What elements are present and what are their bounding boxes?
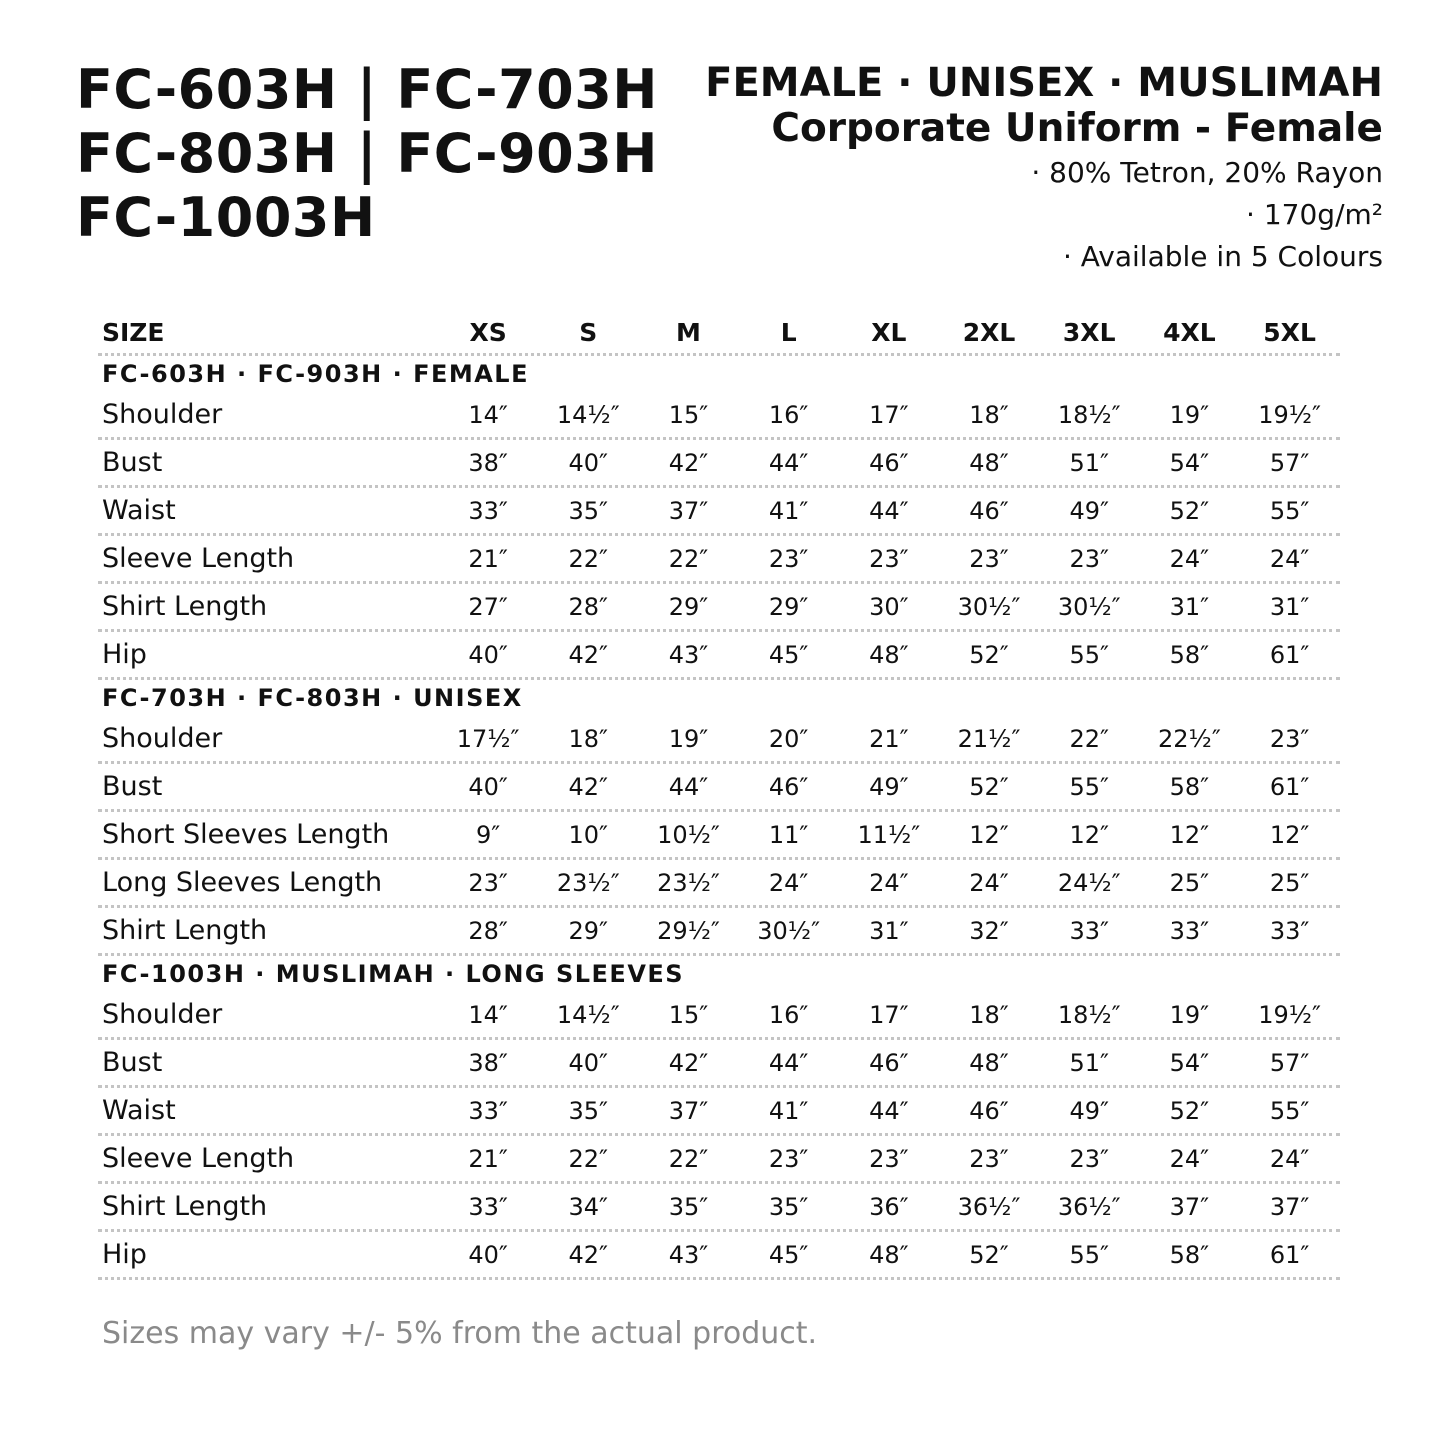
measurement-value: 33″ (468, 1096, 508, 1125)
measurement-value: 18½″ (1057, 400, 1121, 429)
measurement-label: Shirt Length (102, 1191, 268, 1222)
measurement-row (98, 1088, 1340, 1136)
measurement-value: 58″ (1169, 772, 1210, 801)
measurement-cells (438, 725, 1340, 753)
measurement-value: 19″ (668, 724, 709, 753)
measurement-value: 35″ (568, 496, 609, 525)
measurement-label: Hip (102, 639, 147, 670)
measurement-value: 57″ (1269, 448, 1310, 477)
measurement-value: 52″ (969, 640, 1009, 669)
product-info (705, 60, 1383, 278)
measurement-label: Sleeve Length (102, 543, 295, 574)
measurement-value: 45″ (768, 640, 809, 669)
measurement-value: 48″ (869, 1240, 909, 1269)
measurement-value: 34″ (568, 1192, 609, 1221)
measurement-cells (438, 869, 1340, 897)
measurement-value: 52″ (969, 772, 1009, 801)
measurement-label: Shirt Length (102, 591, 268, 622)
measurement-value: 23″ (468, 868, 508, 897)
measurement-value: 23″ (969, 544, 1009, 573)
measurement-value: 19½″ (1258, 400, 1321, 429)
spec-fabric: · 80% Tetron, 20% Rayon (1031, 156, 1383, 189)
measurement-value: 46″ (768, 772, 809, 801)
size-chart-table (98, 312, 1340, 1280)
measurement-value: 33″ (1069, 916, 1109, 945)
measurement-value: 54″ (1169, 448, 1210, 477)
measurement-value: 61″ (1269, 1240, 1310, 1269)
measurement-value: 45″ (768, 1240, 809, 1269)
measurement-row (98, 488, 1340, 536)
measurement-value: 55″ (1069, 1240, 1109, 1269)
measurement-cells (438, 401, 1340, 429)
product-code-line: FC-1003H (76, 186, 376, 249)
measurement-row (98, 812, 1340, 860)
measurement-value: 14″ (468, 1000, 508, 1029)
measurement-value: 48″ (869, 640, 909, 669)
measurement-value: 33″ (1169, 916, 1210, 945)
measurement-value: 10½″ (657, 820, 720, 849)
size-header-cell: XS (469, 318, 507, 347)
measurement-value: 46″ (969, 1096, 1009, 1125)
measurement-value: 14″ (468, 400, 508, 429)
measurement-value: 30½″ (957, 592, 1021, 621)
measurement-row (98, 440, 1340, 488)
measurement-value: 25″ (1169, 868, 1210, 897)
measurement-value: 42″ (568, 772, 609, 801)
measurement-label: Shoulder (102, 723, 223, 754)
measurement-value: 22″ (668, 544, 709, 573)
size-header-cell: 3XL (1062, 318, 1116, 347)
measurement-value: 31″ (869, 916, 909, 945)
measurement-value: 11½″ (857, 820, 921, 849)
measurement-value: 12″ (969, 820, 1009, 849)
measurement-value: 54″ (1169, 1048, 1210, 1077)
measurement-value: 30½″ (1057, 592, 1121, 621)
measurement-value: 44″ (668, 772, 709, 801)
measurement-value: 24″ (1169, 544, 1210, 573)
measurement-value: 28″ (468, 916, 508, 945)
measurement-value: 29″ (568, 916, 609, 945)
measurement-value: 36″ (869, 1192, 909, 1221)
measurement-value: 37″ (1169, 1192, 1210, 1221)
measurement-value: 16″ (768, 1000, 809, 1029)
measurement-value: 52″ (1169, 496, 1210, 525)
measurement-cells (438, 497, 1340, 525)
measurement-label: Hip (102, 1239, 147, 1270)
measurement-value: 12″ (1269, 820, 1310, 849)
measurement-value: 37″ (1269, 1192, 1310, 1221)
measurement-cells (438, 1049, 1340, 1077)
measurement-label: Bust (102, 771, 163, 802)
measurement-value: 48″ (969, 448, 1009, 477)
measurement-cells (438, 1145, 1340, 1173)
measurement-value: 44″ (869, 496, 909, 525)
measurement-label: Short Sleeves Length (102, 819, 390, 850)
measurement-value: 37″ (668, 496, 709, 525)
measurement-value: 29″ (768, 592, 809, 621)
measurement-value: 42″ (668, 1048, 709, 1077)
measurement-value: 38″ (468, 1048, 508, 1077)
measurement-value: 55″ (1069, 772, 1109, 801)
measurement-value: 23″ (768, 1144, 809, 1173)
measurement-value: 51″ (1069, 448, 1109, 477)
measurement-value: 52″ (969, 1240, 1009, 1269)
measurement-row (98, 716, 1340, 764)
measurement-value: 40″ (468, 772, 508, 801)
measurement-value: 40″ (468, 1240, 508, 1269)
size-header-cell: 2XL (962, 318, 1016, 347)
measurement-value: 18″ (969, 400, 1009, 429)
measurement-label: Shoulder (102, 999, 223, 1030)
measurement-value: 10″ (568, 820, 609, 849)
category-heading: FEMALE · UNISEX · MUSLIMAH (705, 60, 1383, 106)
measurement-value: 17″ (869, 1000, 909, 1029)
group-title: FC-603H · FC-903H · FEMALE (102, 360, 529, 388)
measurement-value: 18″ (568, 724, 609, 753)
measurement-value: 20″ (768, 724, 809, 753)
measurement-value: 21½″ (957, 724, 1021, 753)
measurement-value: 51″ (1069, 1048, 1109, 1077)
measurement-label: Bust (102, 447, 163, 478)
measurement-value: 55″ (1269, 496, 1310, 525)
size-header-cell: S (579, 318, 598, 347)
size-disclaimer: Sizes may vary +/- 5% from the actual product. (102, 1316, 818, 1351)
measurement-cells (438, 545, 1340, 573)
measurement-value: 43″ (668, 640, 709, 669)
measurement-value: 23½″ (657, 868, 720, 897)
measurement-value: 46″ (869, 448, 909, 477)
measurement-value: 49″ (1069, 1096, 1109, 1125)
measurement-value: 12″ (1169, 820, 1210, 849)
measurement-label: Waist (102, 495, 176, 526)
measurement-value: 28″ (568, 592, 609, 621)
measurement-row (98, 764, 1340, 812)
size-header-cell: M (676, 318, 701, 347)
measurement-value: 30½″ (757, 916, 821, 945)
measurement-label: Long Sleeves Length (102, 867, 383, 898)
measurement-cells (438, 449, 1340, 477)
measurement-cells (438, 821, 1340, 849)
measurement-value: 23½″ (556, 868, 620, 897)
measurement-value: 43″ (668, 1240, 709, 1269)
measurement-value: 42″ (568, 640, 609, 669)
measurement-value: 41″ (768, 496, 809, 525)
product-code-line: FC-603H | FC-703H (76, 58, 658, 121)
measurement-value: 24″ (869, 868, 909, 897)
measurement-value: 23″ (768, 544, 809, 573)
measurement-value: 23″ (1069, 1144, 1109, 1173)
measurement-row (98, 992, 1340, 1040)
measurement-cells (438, 1097, 1340, 1125)
group-title: FC-703H · FC-803H · UNISEX (102, 684, 523, 712)
measurement-value: 9″ (475, 820, 501, 849)
measurement-value: 18½″ (1057, 1000, 1121, 1029)
measurement-value: 15″ (668, 400, 709, 429)
measurement-cells (438, 593, 1340, 621)
measurement-value: 40″ (568, 448, 609, 477)
measurement-value: 11″ (768, 820, 809, 849)
measurement-value: 17″ (869, 400, 909, 429)
measurement-value: 25″ (1269, 868, 1310, 897)
measurement-value: 23″ (969, 1144, 1009, 1173)
measurement-value: 15″ (668, 1000, 709, 1029)
measurement-value: 21″ (468, 544, 508, 573)
measurement-value: 33″ (468, 496, 508, 525)
measurement-value: 23″ (869, 1144, 909, 1173)
measurement-value: 35″ (568, 1096, 609, 1125)
measurement-row (98, 1232, 1340, 1280)
size-groups (98, 356, 1340, 1280)
measurement-value: 58″ (1169, 1240, 1210, 1269)
measurement-value: 48″ (969, 1048, 1009, 1077)
measurement-value: 22″ (1069, 724, 1109, 753)
measurement-label: Bust (102, 1047, 163, 1078)
measurement-value: 46″ (969, 496, 1009, 525)
measurement-value: 19″ (1169, 1000, 1210, 1029)
measurement-cells (438, 1193, 1340, 1221)
size-header-cell: XL (871, 318, 907, 347)
measurement-value: 44″ (869, 1096, 909, 1125)
measurement-value: 22″ (668, 1144, 709, 1173)
product-code-line: FC-803H | FC-903H (76, 122, 658, 185)
measurement-value: 46″ (869, 1048, 909, 1077)
measurement-value: 24″ (1169, 1144, 1210, 1173)
measurement-row (98, 1184, 1340, 1232)
product-codes (76, 58, 658, 250)
measurement-value: 36½″ (1057, 1192, 1121, 1221)
measurement-value: 57″ (1269, 1048, 1310, 1077)
measurement-row (98, 584, 1340, 632)
measurement-row (98, 392, 1340, 440)
measurement-value: 22½″ (1158, 724, 1221, 753)
measurement-value: 19″ (1169, 400, 1210, 429)
measurement-value: 52″ (1169, 1096, 1210, 1125)
measurement-value: 42″ (668, 448, 709, 477)
measurement-value: 24″ (969, 868, 1009, 897)
measurement-label: Shirt Length (102, 915, 268, 946)
size-header-cell: 4XL (1163, 318, 1216, 347)
measurement-value: 21″ (869, 724, 909, 753)
size-header-cells (438, 318, 1340, 347)
measurement-value: 24″ (768, 868, 809, 897)
measurement-value: 16″ (768, 400, 809, 429)
measurement-value: 17½″ (456, 724, 520, 753)
measurement-label: Sleeve Length (102, 1143, 295, 1174)
size-header-row (98, 312, 1340, 356)
measurement-value: 35″ (668, 1192, 709, 1221)
measurement-value: 24½″ (1057, 868, 1121, 897)
measurement-value: 23″ (1069, 544, 1109, 573)
measurement-row (98, 860, 1340, 908)
size-header-cell: 5XL (1263, 318, 1316, 347)
measurement-value: 30″ (869, 592, 909, 621)
measurement-value: 29″ (668, 592, 709, 621)
measurement-value: 37″ (668, 1096, 709, 1125)
measurement-cells (438, 1001, 1340, 1029)
measurement-value: 23″ (1269, 724, 1310, 753)
measurement-value: 23″ (869, 544, 909, 573)
measurement-value: 33″ (1269, 916, 1310, 945)
measurement-value: 19½″ (1258, 1000, 1321, 1029)
measurement-value: 49″ (869, 772, 909, 801)
measurement-value: 22″ (568, 1144, 609, 1173)
measurement-value: 61″ (1269, 772, 1310, 801)
measurement-value: 42″ (568, 1240, 609, 1269)
measurement-value: 44″ (768, 448, 809, 477)
measurement-row (98, 908, 1340, 956)
measurement-value: 22″ (568, 544, 609, 573)
measurement-row (98, 1040, 1340, 1088)
measurement-value: 35″ (768, 1192, 809, 1221)
measurement-value: 18″ (969, 1000, 1009, 1029)
measurement-value: 14½″ (556, 400, 620, 429)
measurement-value: 27″ (468, 592, 508, 621)
measurement-value: 29½″ (657, 916, 720, 945)
measurement-cells (438, 641, 1340, 669)
measurement-value: 31″ (1169, 592, 1210, 621)
measurement-value: 55″ (1269, 1096, 1310, 1125)
measurement-value: 14½″ (556, 1000, 620, 1029)
measurement-value: 32″ (969, 916, 1009, 945)
measurement-value: 44″ (768, 1048, 809, 1077)
size-header-cell: L (780, 318, 797, 347)
measurement-value: 38″ (468, 448, 508, 477)
size-header-label: SIZE (102, 318, 165, 347)
measurement-value: 61″ (1269, 640, 1310, 669)
measurement-label: Shoulder (102, 399, 223, 430)
measurement-value: 24″ (1269, 544, 1310, 573)
measurement-value: 24″ (1269, 1144, 1310, 1173)
measurement-row (98, 536, 1340, 584)
measurement-cells (438, 773, 1340, 801)
measurement-value: 49″ (1069, 496, 1109, 525)
measurement-value: 55″ (1069, 640, 1109, 669)
measurement-value: 40″ (468, 640, 508, 669)
measurement-label: Waist (102, 1095, 176, 1126)
spec-colours: · Available in 5 Colours (1062, 240, 1383, 273)
measurement-cells (438, 917, 1340, 945)
measurement-value: 41″ (768, 1096, 809, 1125)
measurement-value: 31″ (1269, 592, 1310, 621)
measurement-value: 36½″ (957, 1192, 1021, 1221)
measurement-cells (438, 1241, 1340, 1269)
measurement-row (98, 1136, 1340, 1184)
measurement-value: 40″ (568, 1048, 609, 1077)
measurement-row (98, 632, 1340, 680)
spec-weight: · 170g/m² (1246, 198, 1383, 231)
product-subtitle: Corporate Uniform - Female (771, 106, 1383, 151)
measurement-value: 58″ (1169, 640, 1210, 669)
measurement-value: 33″ (468, 1192, 508, 1221)
measurement-value: 21″ (468, 1144, 508, 1173)
measurement-value: 12″ (1069, 820, 1109, 849)
group-title: FC-1003H · MUSLIMAH · LONG SLEEVES (102, 960, 685, 988)
